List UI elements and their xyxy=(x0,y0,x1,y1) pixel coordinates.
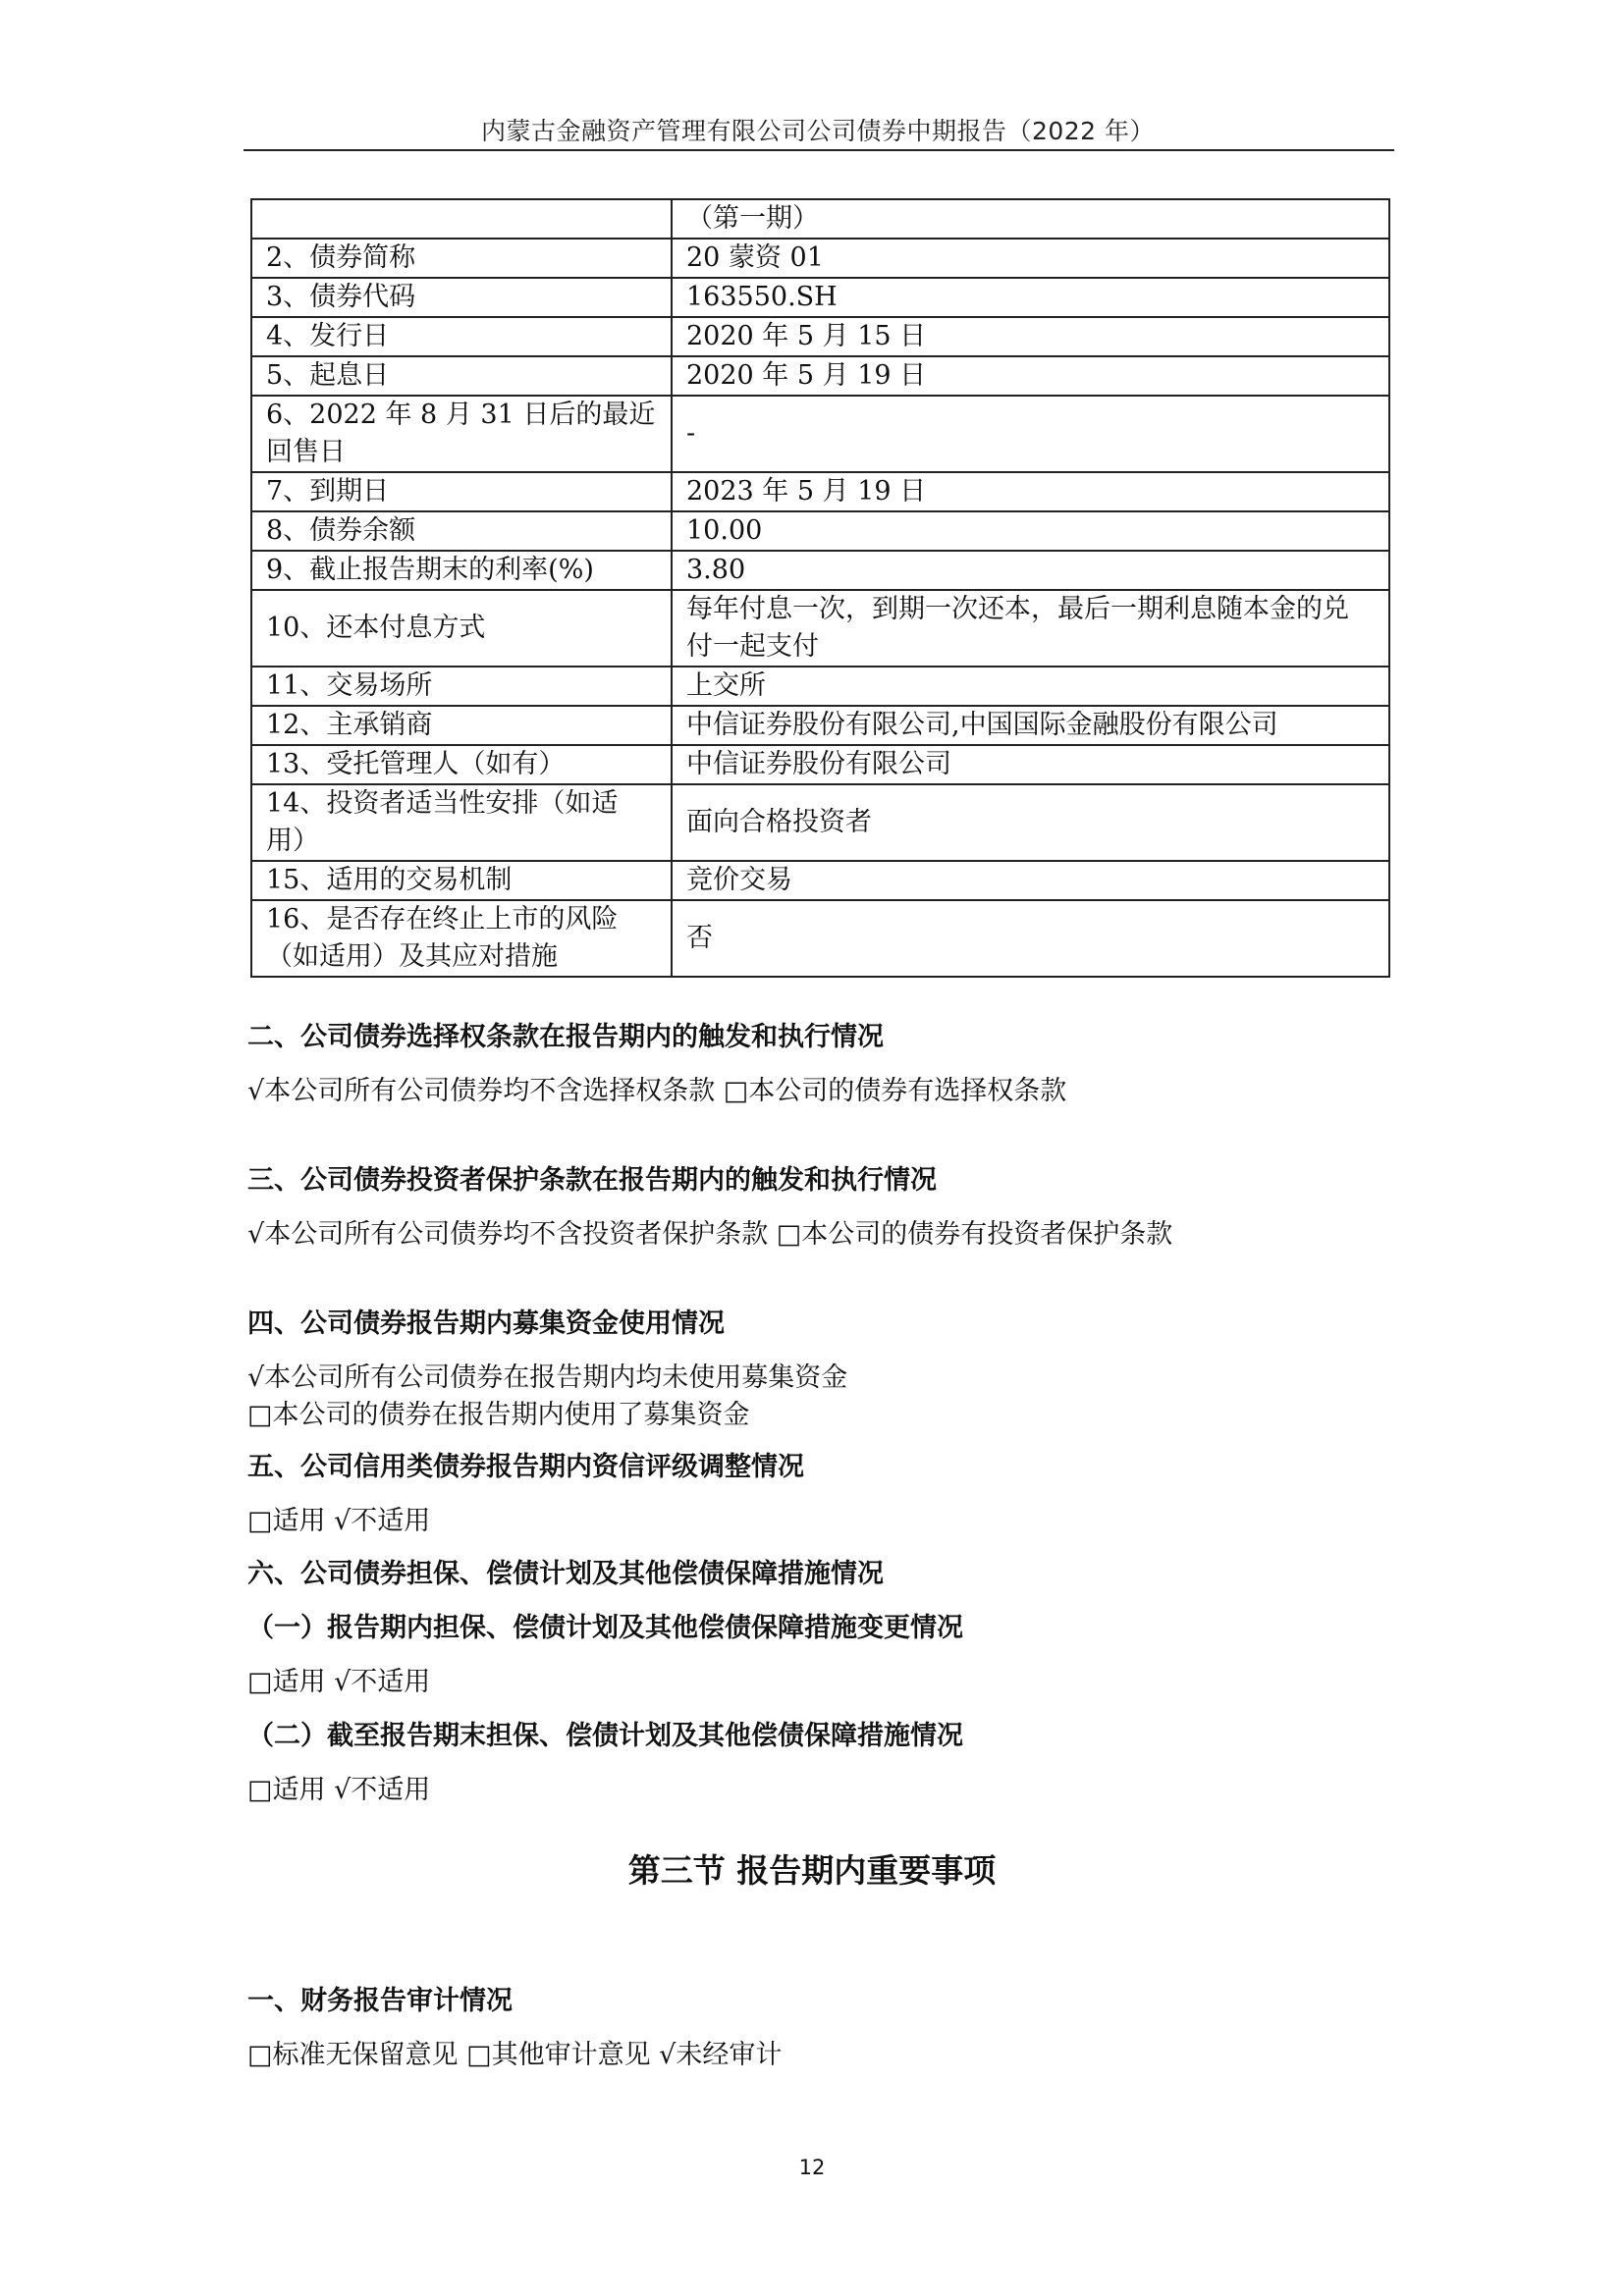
row-label xyxy=(251,199,672,239)
row-label: 6、2022 年 8 月 31 日后的最近回售日 xyxy=(251,396,672,472)
table-row xyxy=(251,356,1389,396)
row-value: 否 xyxy=(672,900,1389,977)
table-row xyxy=(251,472,1389,511)
table-row xyxy=(251,590,1389,667)
row-label: 14、投资者适当性安排（如适用） xyxy=(251,784,672,861)
table-row xyxy=(251,239,1389,278)
section-4-option-2: □本公司的债券在报告期内使用了募集资金 xyxy=(247,1400,750,1430)
row-label: 3、债券代码 xyxy=(251,278,672,317)
section-6-sub-1-options: □适用 √不适用 xyxy=(247,1667,431,1697)
section-2-options: √本公司所有公司债券均不含选择权条款 □本公司的债券有选择权条款 xyxy=(247,1076,1067,1106)
section-6-sub-2-heading: （二）截至报告期末担保、偿债计划及其他偿债保障措施情况 xyxy=(247,1721,963,1751)
section-5-options: □适用 √不适用 xyxy=(247,1506,431,1536)
page-number: 12 xyxy=(798,2156,826,2179)
page-header: 内蒙古金融资产管理有限公司公司债券中期报告（2022 年） xyxy=(480,117,1156,145)
row-value: 2020 年 5 月 19 日 xyxy=(672,356,1389,396)
table-row xyxy=(251,861,1389,900)
row-label: 5、起息日 xyxy=(251,356,672,396)
section-4-heading: 四、公司债券报告期内募集资金使用情况 xyxy=(247,1308,725,1339)
table-row xyxy=(251,317,1389,356)
section-5-heading: 五、公司信用类债券报告期内资信评级调整情况 xyxy=(247,1452,804,1482)
row-value: 中信证券股份有限公司,中国国际金融股份有限公司 xyxy=(672,706,1389,745)
row-value: 面向合格投资者 xyxy=(672,784,1389,861)
row-value: （第一期） xyxy=(672,199,1389,239)
row-value: 163550.SH xyxy=(672,278,1389,317)
row-value: 每年付息一次，到期一次还本，最后一期利息随本金的兑付一起支付 xyxy=(672,590,1389,667)
section-3-heading: 三、公司债券投资者保护条款在报告期内的触发和执行情况 xyxy=(247,1165,937,1196)
table-row xyxy=(251,511,1389,551)
row-value: 2020 年 5 月 15 日 xyxy=(672,317,1389,356)
row-label: 15、适用的交易机制 xyxy=(251,861,672,900)
table-row xyxy=(251,667,1389,706)
section-4-option-1: √本公司所有公司债券在报告期内均未使用募集资金 xyxy=(247,1362,848,1393)
section-6-sub-1-heading: （一）报告期内担保、偿债计划及其他偿债保障措施变更情况 xyxy=(247,1613,963,1643)
row-label: 13、受托管理人（如有） xyxy=(251,745,672,784)
row-label: 8、债券余额 xyxy=(251,511,672,551)
chapter-title: 第三节 报告期内重要事项 xyxy=(627,1851,997,1890)
row-value: 20 蒙资 01 xyxy=(672,239,1389,278)
row-label: 12、主承销商 xyxy=(251,706,672,745)
table-row xyxy=(251,784,1389,861)
row-label: 7、到期日 xyxy=(251,472,672,511)
header-divider xyxy=(244,149,1394,151)
bond-info-table xyxy=(250,198,1390,978)
section-3-options: √本公司所有公司债券均不含投资者保护条款 □本公司的债券有投资者保护条款 xyxy=(247,1219,1173,1250)
row-value: 3.80 xyxy=(672,551,1389,590)
row-label: 4、发行日 xyxy=(251,317,672,356)
table-row xyxy=(251,199,1389,239)
section-6-sub-2-options: □适用 √不适用 xyxy=(247,1775,431,1805)
row-label: 9、截止报告期末的利率(%) xyxy=(251,551,672,590)
audit-heading: 一、财务报告审计情况 xyxy=(247,1986,513,2016)
row-value: 上交所 xyxy=(672,667,1389,706)
row-value: 竞价交易 xyxy=(672,861,1389,900)
table-row xyxy=(251,900,1389,977)
row-label: 10、还本付息方式 xyxy=(251,590,672,667)
section-2-heading: 二、公司债券选择权条款在报告期内的触发和执行情况 xyxy=(247,1022,884,1052)
table-row xyxy=(251,551,1389,590)
row-value: 2023 年 5 月 19 日 xyxy=(672,472,1389,511)
table-row xyxy=(251,278,1389,317)
table-row xyxy=(251,745,1389,784)
audit-options: □标准无保留意见 □其他审计意见 √未经审计 xyxy=(247,2040,783,2070)
table-row xyxy=(251,706,1389,745)
section-6-heading: 六、公司债券担保、偿债计划及其他偿债保障措施情况 xyxy=(247,1559,884,1589)
row-value: 中信证券股份有限公司 xyxy=(672,745,1389,784)
row-value: - xyxy=(672,396,1389,472)
row-label: 11、交易场所 xyxy=(251,667,672,706)
row-label: 2、债券简称 xyxy=(251,239,672,278)
table-row xyxy=(251,396,1389,472)
row-value: 10.00 xyxy=(672,511,1389,551)
row-label: 16、是否存在终止上市的风险（如适用）及其应对措施 xyxy=(251,900,672,977)
